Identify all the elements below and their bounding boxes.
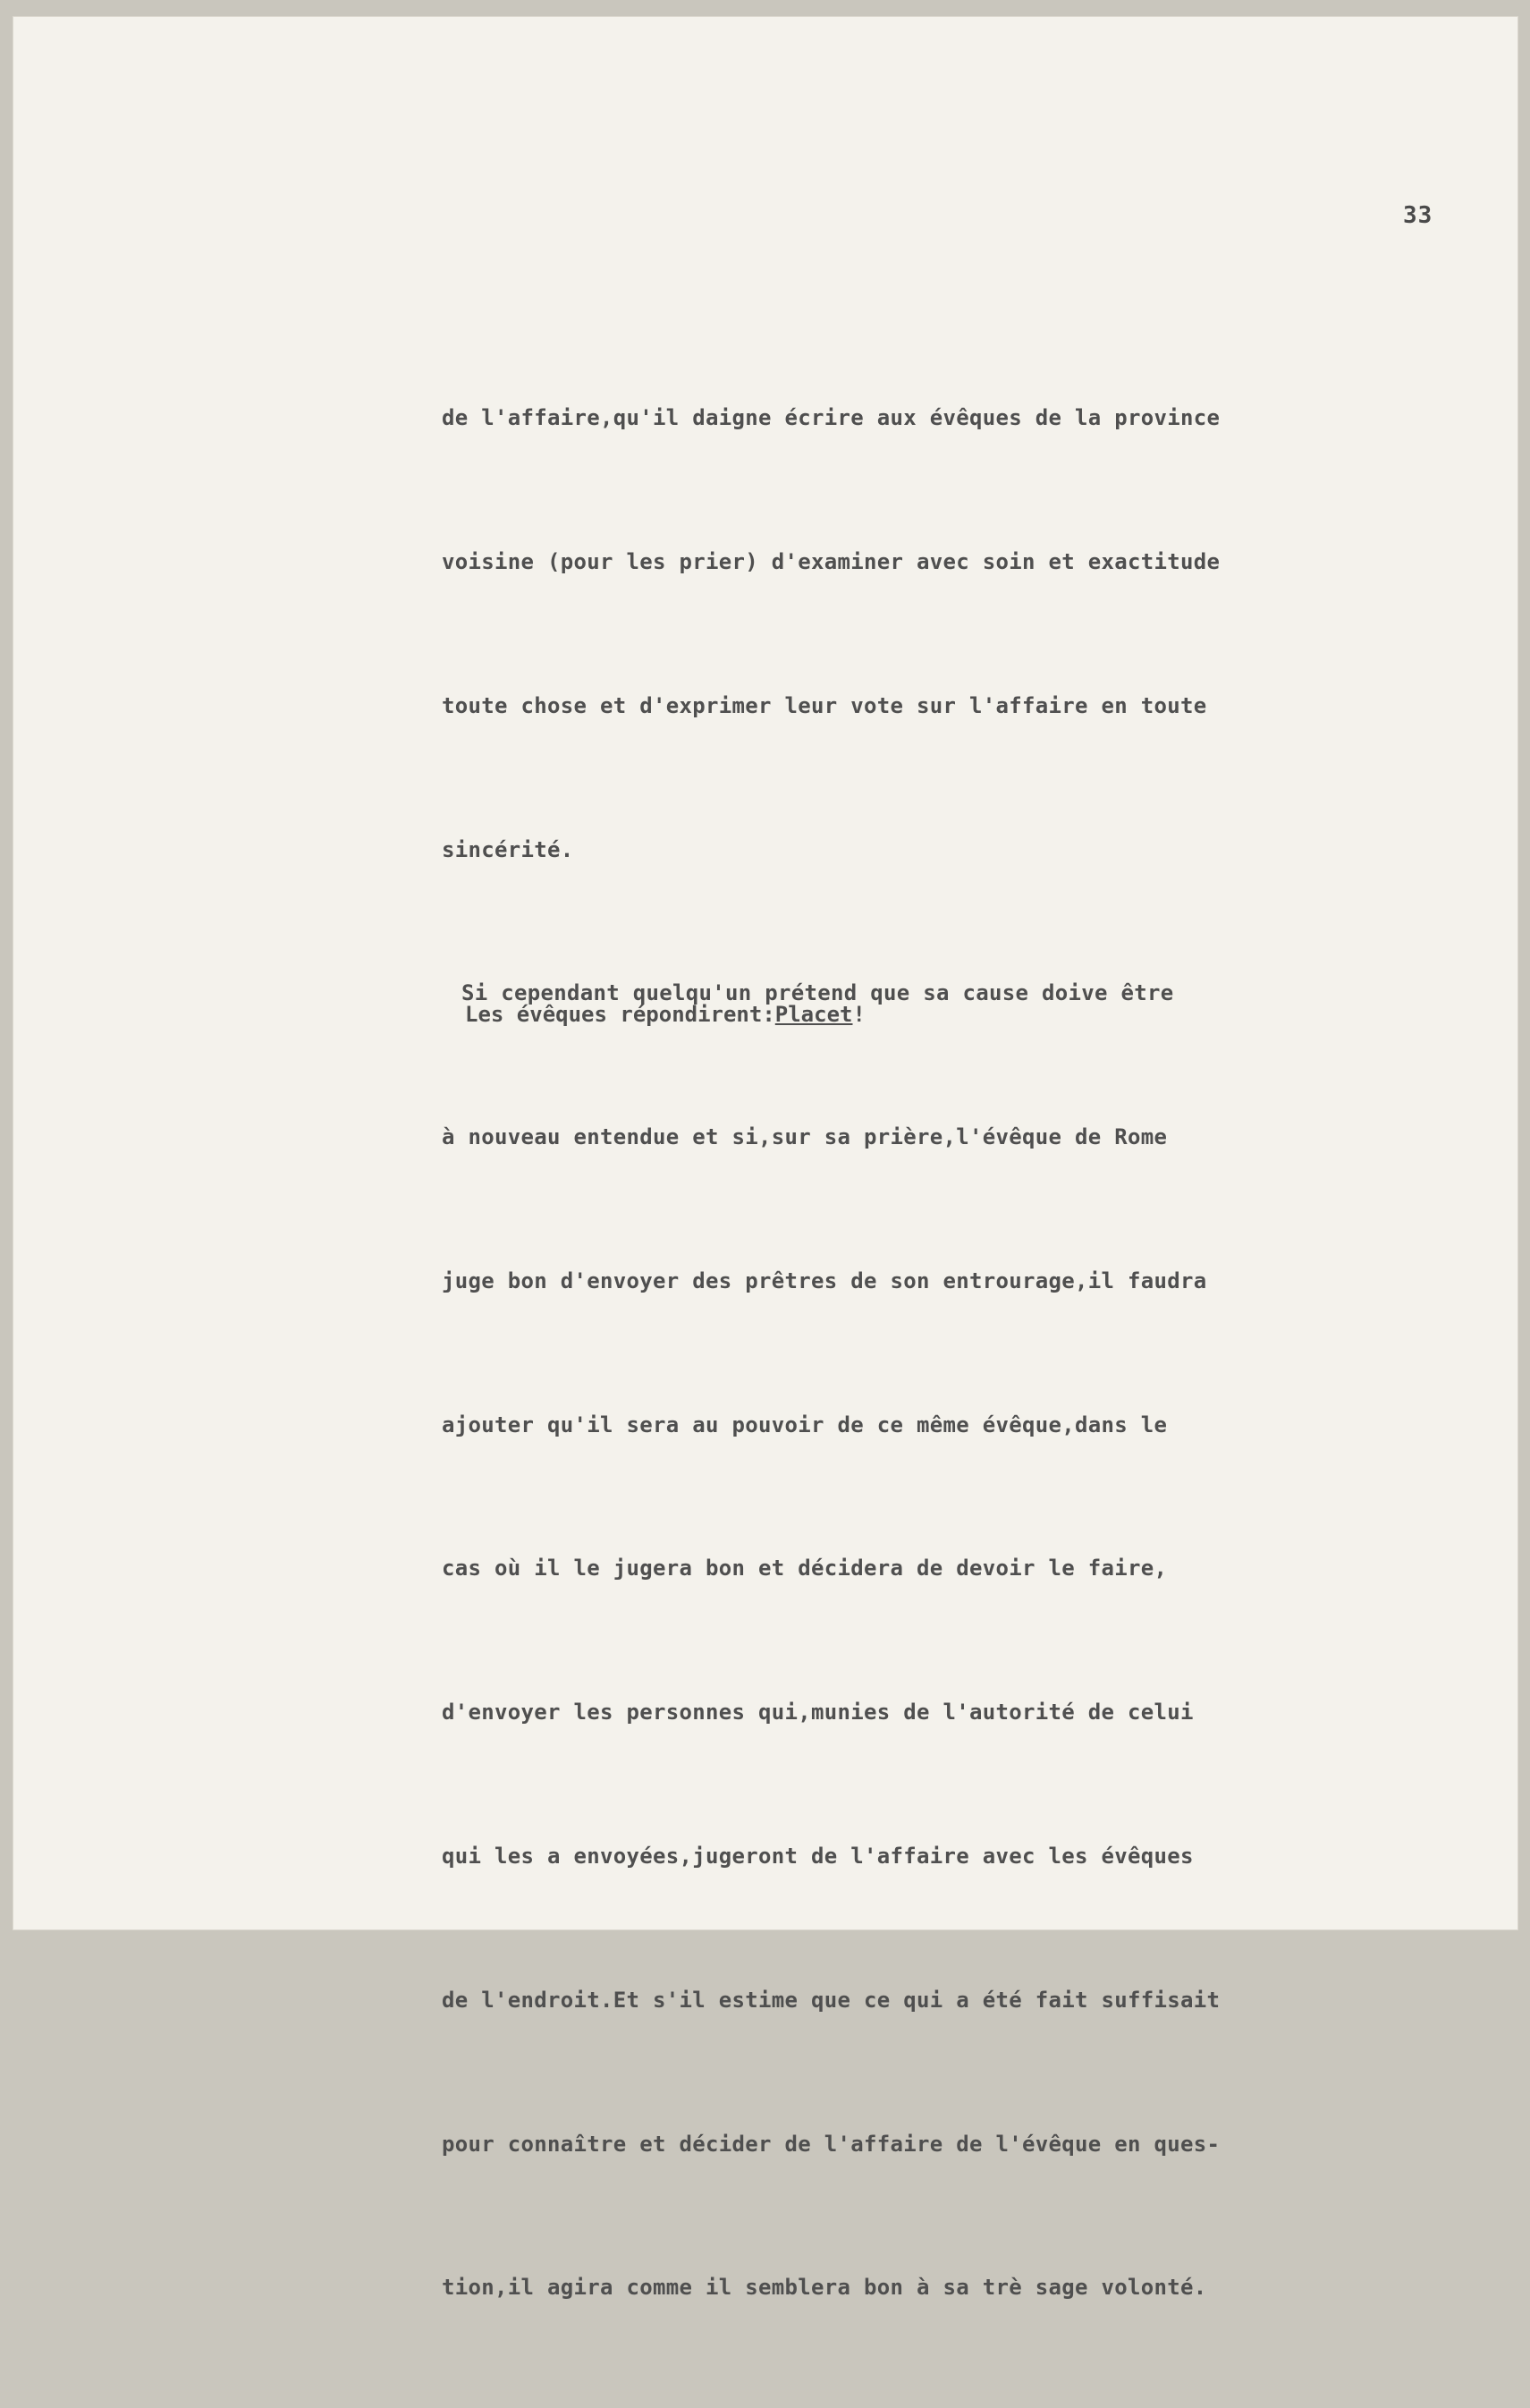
document-page [13, 16, 1518, 2301]
text-line: de l'affaire,qu'il daigne écrire aux évêques de la province [442, 405, 1221, 431]
text-line: Si cependant quelqu'un prétend que sa cause doive être [461, 980, 1174, 1006]
text-line: de l'endroit.Et s'il estime que ce qui a été fait suffisait [442, 1987, 1221, 2013]
text-line: sincérité. [442, 836, 574, 862]
text-line: ajouter qu'il sera au pouvoir de ce même évêque,dans le [442, 1412, 1168, 1437]
body-text [442, 299, 1497, 2408]
closing-suffix: ! [852, 1002, 866, 1027]
text-line: cas où il le jugera bon et décidera de devoir le faire, [442, 1556, 1168, 1581]
page-number: 33 [1403, 202, 1433, 229]
text-line: toute chose et d'exprimer leur vote sur l'affaire en toute [442, 692, 1207, 718]
text-line: qui les a envoyées,jugeront de l'affaire avec les évêques [442, 1844, 1194, 1869]
text-line: juge bon d'envoyer des prêtres de son entrourage,il faudra [442, 1268, 1207, 1293]
text-line: pour connaître et décider de l'affaire de l'évêque en ques- [442, 2131, 1221, 2157]
closing-line [465, 1002, 866, 1027]
text-line: d'envoyer les personnes qui,munies de l'autorité de celui [442, 1700, 1194, 1725]
closing-prefix: Les évêques répondirent: [465, 1002, 775, 1027]
text-line: tion,il agira comme il semblera bon à sa trè sage volonté. [442, 2275, 1207, 2301]
closing-response: Placet [774, 1002, 853, 1027]
text-line: à nouveau entendue et si,sur sa prière,l'évêque de Rome [442, 1124, 1168, 1150]
text-line: voisine (pour les prier) d'examiner avec soin et exactitude [442, 548, 1221, 574]
